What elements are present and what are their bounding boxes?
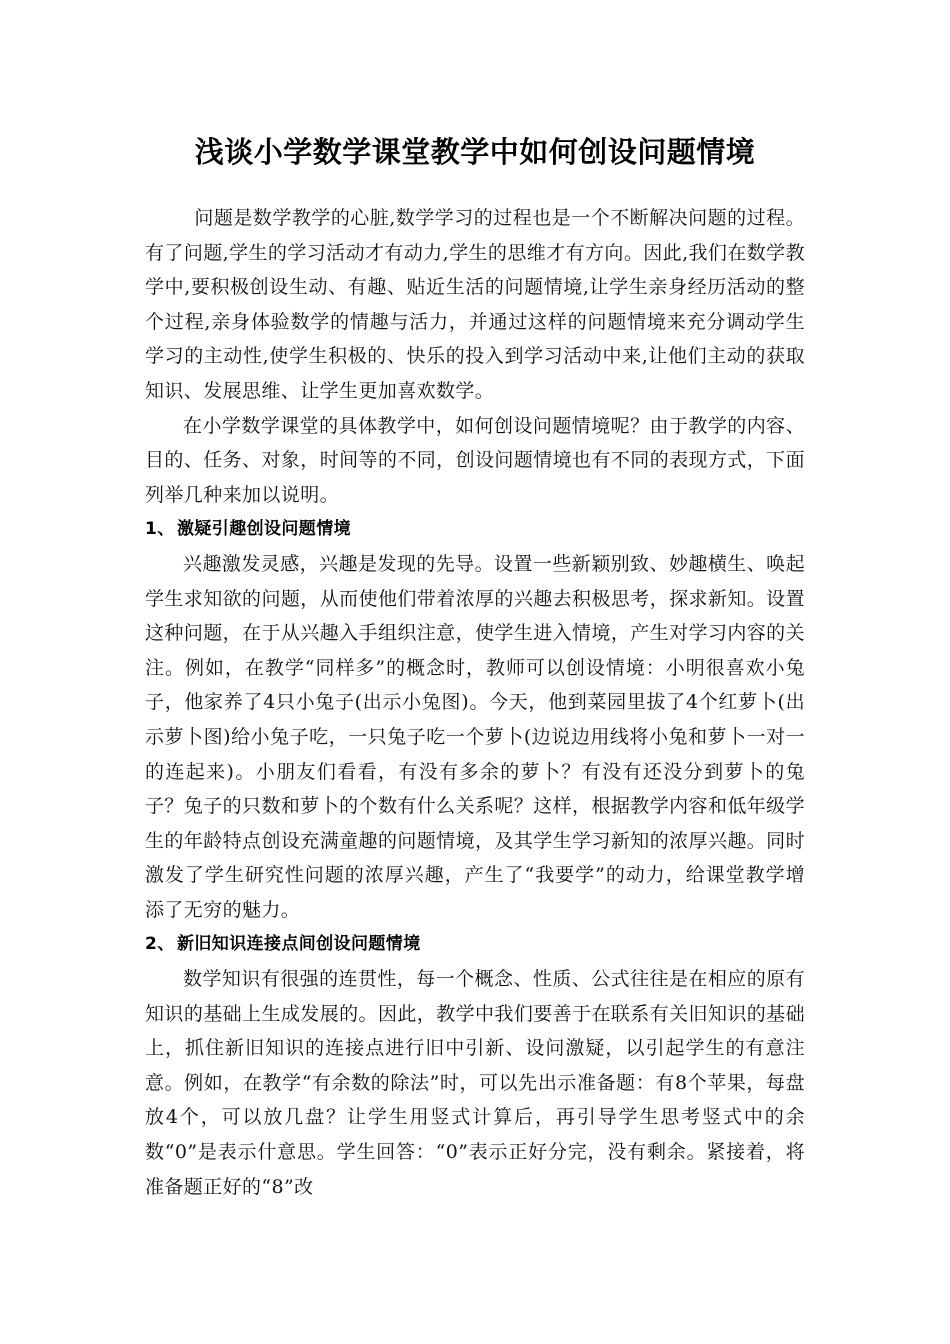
section-2-paragraph: 数学知识有很强的连贯性，每一个概念、性质、公式往往是在相应的原有知识的基础上生成发展的。因此，教学中我们要善于在联系有关旧知识的基础上，抓住新旧知识的连接点进行旧中引新、设问激疑，以引起学生的有意注意。例如，在教学“有余数的除法”时，可以先出示准备题：有8个苹果，每盘放4个，可以放几盘？让学生用竖式计算后，再引导学生思考竖式中的余数“0”是表示什意思。学生回答：“0”表示正好分完，没有剩余。紧接着，将准备题正好的“8”改 [145, 968, 805, 1198]
section-1-heading [145, 512, 805, 547]
section-2-heading [145, 927, 805, 962]
document-title: 浅谈小学数学课堂教学中如何创设问题情境 [194, 135, 756, 169]
document-body [145, 201, 805, 1204]
section-2-heading-text: 新旧知识连接点间创设问题情境 [177, 934, 421, 955]
section-1-number: 1、 [145, 519, 175, 540]
intro-paragraph-2: 在小学数学课堂的具体教学中，如何创设问题情境呢？由于教学的内容、目的、任务、对象，时间等的不同，创设问题情境也有不同的表现方式，下面列举几种来加以说明。 [145, 414, 805, 506]
section-2-number: 2、 [145, 934, 175, 955]
intro-paragraph-1: 问题是数学教学的心脏,数学学习的过程也是一个不断解决问题的过程。有了问题,学生的学习活动才有动力,学生的思维才有方向。因此,我们在数学教学中,要积极创设生动、有趣、贴近生活的问题情境,让学生亲身经历活动的整个过程,亲身体验数学的情趣与活力，并通过这样的问题情境来充分调动学生学习的主动性,使学生积极的、快乐的投入到学习活动中来,让他们主动的获取知识、发展思维、让学生更加喜欢数学。 [145, 207, 805, 402]
section-1-heading-text: 激疑引趣创设问题情境 [177, 519, 351, 540]
section-1-paragraph: 兴趣激发灵感，兴趣是发现的先导。设置一些新颖别致、妙趣横生、唤起学生求知欲的问题，从而使他们带着浓厚的兴趣去积极思考，探求新知。设置这种问题，在于从兴趣入手组织注意，使学生进入情境，产生对学习内容的关注。例如，在教学“同样多”的概念时，教师可以创设情境：小明很喜欢小兔子，他家养了4只小兔子(出示小兔图)。今天，他到菜园里拔了4个红萝卜(出示萝卜图)给小兔子吃，一只兔子吃一个萝卜(边说边用线将小兔和萝卜一对一的连起来)。小朋友们看看，有没有多余的萝卜？有没有还没分到萝卜的兔子？兔子的只数和萝卜的个数有什么关系呢？这样，根据教学内容和低年级学生的年龄特点创设充满童趣的问题情境，及其学生学习新知的浓厚兴趣。同时激发了学生研究性问题的浓厚兴趣，产生了“我要学”的动力，给课堂教学增添了无穷的魅力。 [145, 552, 805, 921]
